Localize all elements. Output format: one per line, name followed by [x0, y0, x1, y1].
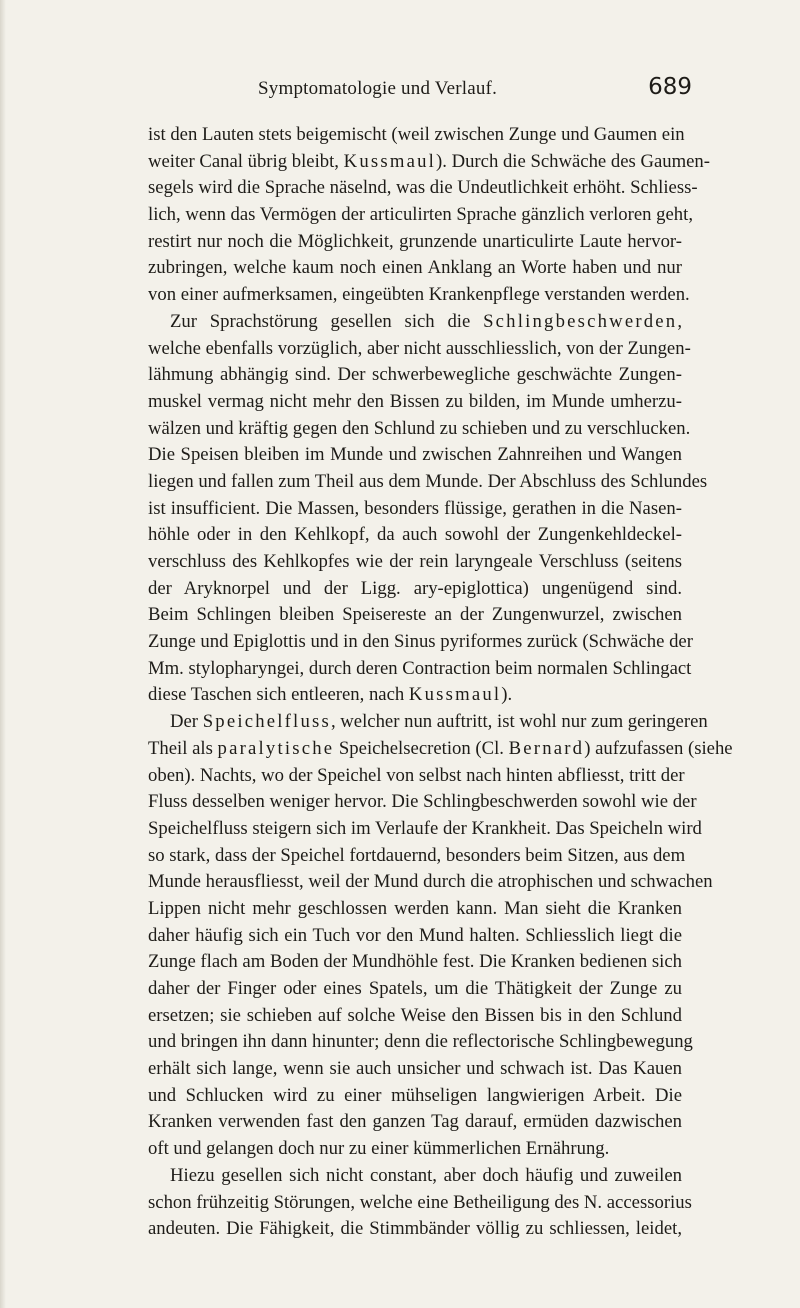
text-line [148, 843, 686, 870]
text-line [148, 1163, 682, 1190]
text-line [148, 1003, 682, 1030]
text-segment: weiter Canal übrig bleibt, [148, 150, 344, 172]
spaced-emphasis: Kussmaul [343, 150, 437, 172]
text-line [148, 629, 693, 656]
text-line [148, 896, 682, 923]
text-line [148, 549, 682, 576]
text-segment: Zur Sprachstörung gesellen sich die [170, 310, 484, 332]
text-line [148, 229, 682, 256]
text-line [148, 122, 685, 149]
text-line [148, 202, 694, 229]
text-segment: segels wird die Sprache näselnd, was die Undeutlichkeit erhöht. Schliess- [148, 177, 698, 199]
text-segment: Hiezu gesellen sich nicht constant, aber doch häufig und zuweilen [170, 1164, 682, 1186]
text-segment: von einer aufmerksamen, eingeübten Krankenpflege verstanden werden. [148, 284, 690, 306]
text-segment: muskel vermag nicht mehr den Bissen zu bilden, im Munde umherzu- [148, 390, 682, 412]
running-head-title: Symptomatologie und Verlauf. [258, 78, 498, 99]
text-segment: Munde herausfliesst, weil der Mund durch die atrophischen und schwachen [148, 871, 713, 893]
text-segment: Speichelsecretion (Cl. [334, 737, 509, 759]
text-line [148, 496, 682, 523]
text-line [148, 175, 698, 202]
text-line [148, 682, 682, 709]
text-line [148, 1056, 682, 1083]
text-line [148, 923, 682, 950]
text-line [148, 576, 682, 603]
text-line [148, 949, 682, 976]
text-line [148, 469, 708, 496]
text-segment: Der [170, 711, 203, 733]
text-segment: restirt nur noch die Möglichkeit, grunzende unarticulirte Laute hervor- [148, 230, 682, 252]
text-segment: verschluss des Kehlkopfes wie der rein laryngeale Verschluss (seitens [148, 551, 682, 572]
text-segment: Fluss desselben weniger hervor. Die Schlingbeschwerden sowohl wie der [148, 791, 697, 813]
text-line [148, 602, 682, 629]
text-line [148, 416, 691, 443]
text-segment: ). Durch die Schwäche des Gaumen- [436, 150, 710, 172]
text-segment: ). [501, 684, 513, 706]
text-segment: der Aryknorpel und der Ligg. ary-epiglottica) ungenügend sind. [148, 577, 682, 599]
text-line [148, 1216, 682, 1243]
body-text [148, 122, 733, 1243]
text-line [148, 736, 733, 763]
text-segment: lähmung abhängig sind. Der schwerbewegliche geschwächte Zungen- [148, 364, 682, 386]
text-line [148, 442, 682, 469]
text-line [148, 1190, 692, 1217]
text-segment: liegen und fallen zum Theil aus dem Munde. Der Abschluss des Schlundes [148, 470, 708, 492]
text-segment: oft und gelangen doch nur zu einer kümmerlichen Ernährung. [148, 1138, 610, 1160]
page-number: 689 [648, 74, 692, 100]
text-line [148, 255, 682, 282]
text-segment: ersetzen; sie schieben auf solche Weise den Bissen bis in den Schlund [148, 1004, 682, 1026]
text-segment: Zunge flach am Boden der Mundhöhle fest. Die Kranken bedienen sich [148, 951, 682, 973]
text-segment: und bringen ihn dann hinunter; denn die reflectorische Schlingbewegung [148, 1031, 693, 1053]
text-segment: Mm. stylopharyngei, durch deren Contraction beim normalen Schlingact [148, 657, 692, 679]
text-segment: welche ebenfalls vorzüglich, aber nicht ausschliesslich, von der Zungen- [148, 337, 691, 359]
text-line [148, 1083, 682, 1110]
text-line [148, 976, 682, 1003]
text-line [148, 816, 702, 843]
text-line [148, 789, 697, 816]
text-segment: ist insufficient. Die Massen, besonders flüssige, gerathen in die Nasen- [148, 497, 682, 519]
text-segment: schon frühzeitig Störungen, welche eine Betheiligung des N. accessorius [148, 1191, 692, 1213]
text-segment: daher der Finger oder eines Spatels, um die Thätigkeit der Zunge zu [148, 978, 682, 999]
page-edge-shadow [0, 0, 6, 1308]
text-segment: Speichelfluss steigern sich im Verlaufe der Krankheit. Das Speicheln wird [148, 817, 702, 839]
text-line [148, 149, 710, 176]
text-line [148, 1109, 682, 1136]
spaced-emphasis: Bernard [508, 737, 585, 759]
text-segment: Beim Schlingen bleiben Speisereste an der Zungenwurzel, zwischen [148, 604, 682, 626]
text-segment: , [677, 310, 682, 332]
text-line [148, 1029, 693, 1056]
running-header [258, 74, 692, 108]
text-line [148, 656, 692, 683]
text-line [148, 282, 690, 309]
text-segment: wälzen und kräftig gegen den Schlund zu schieben und zu verschlucken. [148, 417, 691, 439]
text-segment: lich, wenn das Vermögen der articulirten Sprache gänzlich verloren geht, [148, 204, 694, 226]
text-segment: Zunge und Epiglottis und in den Sinus pyriformes zurück (Schwäche der [148, 631, 693, 653]
text-line [148, 522, 682, 549]
spaced-emphasis: paralytische [217, 737, 335, 759]
text-segment: so stark, dass der Speichel fortdauernd, besonders beim Sitzen, aus dem [148, 844, 686, 866]
text-line [148, 362, 682, 389]
spaced-emphasis: Speichelfluss [202, 711, 331, 733]
text-segment: erhält sich lange, wenn sie auch unsicher und schwach ist. Das Kauen [148, 1058, 682, 1080]
text-segment: Theil als [148, 737, 218, 759]
text-segment: oben). Nachts, wo der Speichel von selbst nach hinten abfliesst, tritt der [148, 764, 685, 786]
text-line [148, 763, 685, 790]
spaced-emphasis: Kussmaul [408, 684, 502, 706]
text-line [148, 1136, 682, 1163]
text-line [148, 336, 691, 363]
text-segment: Kranken verwenden fast den ganzen Tag darauf, ermüden dazwischen [148, 1111, 682, 1133]
text-segment: und Schlucken wird zu einer mühseligen langwierigen Arbeit. Die [148, 1084, 682, 1106]
text-line [148, 309, 682, 336]
text-segment: andeuten. Die Fähigkeit, die Stimmbänder völlig zu schliessen, leidet, [148, 1218, 682, 1240]
spaced-emphasis: Schlingbeschwerden [483, 310, 678, 332]
text-segment: Lippen nicht mehr geschlossen werden kann. Man sieht die Kranken [148, 897, 682, 919]
text-line [148, 709, 708, 736]
text-segment: Die Speisen bleiben im Munde und zwischen Zahnreihen und Wangen [148, 444, 682, 466]
text-segment: höhle oder in den Kehlkopf, da auch sowohl der Zungenkehldeckel- [148, 524, 682, 546]
text-segment: diese Taschen sich entleeren, nach [148, 684, 409, 706]
text-line [148, 869, 713, 896]
text-segment: , welcher nun auftritt, ist wohl nur zum geringeren [330, 711, 708, 733]
text-segment: ist den Lauten stets beigemischt (weil zwischen Zunge und Gaumen ein [148, 124, 685, 145]
text-segment: ) aufzufassen (siehe [584, 737, 733, 759]
text-segment: daher häufig sich ein Tuch vor den Mund halten. Schliesslich liegt die [148, 924, 682, 946]
text-segment: zubringen, welche kaum noch einen Anklang an Worte haben und nur [148, 257, 682, 279]
text-line [148, 389, 682, 416]
